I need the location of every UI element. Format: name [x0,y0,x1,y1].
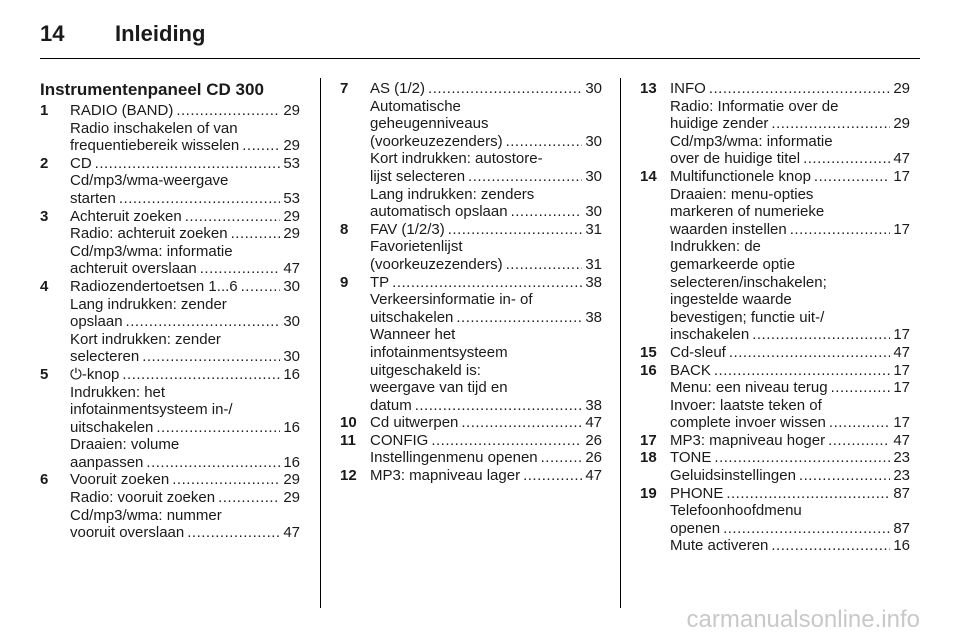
dot-leader [828,432,890,450]
dot-leader [126,313,281,331]
page-reference: 29 [283,471,300,489]
page-reference: 17 [893,326,910,344]
control-number: 13 [640,80,657,97]
entry-line [70,401,300,419]
dot-leader [771,537,890,555]
control-entry [40,471,300,541]
entry-line [70,366,300,384]
entry-line [70,471,300,489]
entry-text: TP [370,273,390,291]
entry-line [370,432,602,450]
entry-text: Lang indrukken: zender [70,295,227,313]
control-entry [340,80,602,221]
entry-line [670,168,910,186]
header-divider [40,58,920,59]
dot-leader [231,225,281,243]
page-reference: 23 [893,449,910,467]
page-reference: 16 [283,365,300,383]
entry-line [370,397,602,415]
chapter-title: Inleiding [115,21,206,46]
entry-line [370,309,602,327]
page-reference: 47 [893,431,910,449]
entry-text: Instellingenmenu openen [370,449,538,467]
entry-text: infotainmentsysteem [370,343,508,361]
entry-line [70,313,300,331]
page-reference: 30 [283,348,300,366]
entry-text: (voorkeuzezenders) [370,255,503,273]
entry-text: selecteren [70,348,140,366]
entry-text: Cd uitwerpen [370,414,459,432]
entry-line [670,379,910,397]
column-3 [640,80,910,555]
page-reference: 26 [585,449,602,467]
dot-leader [176,102,280,120]
entry-line [670,80,910,98]
control-entry [640,432,910,450]
entry-text: lijst selecteren [370,167,466,185]
dot-leader [461,414,582,432]
entry-line [670,432,910,450]
control-entry [40,102,300,155]
entry-text: (voorkeuzezenders) [370,132,503,150]
dot-leader [714,362,890,380]
control-number: 12 [340,467,357,485]
dot-leader [709,80,890,98]
dot-leader [799,467,890,485]
dot-leader [723,520,890,538]
dot-leader [241,278,281,296]
entry-text: Radiozendertoetsen 1...6 [70,277,238,295]
entry-text: uitgeschakeld is: [370,361,481,379]
dot-leader [714,449,890,467]
entry-text: Verkeersinformatie in- of [370,291,533,309]
entry-text: over de huidige titel [670,150,801,168]
entry-text: automatisch opslaan [370,203,508,221]
control-number: 14 [640,167,657,185]
entry-text: Geluidsinstellingen [670,467,796,485]
dot-leader [506,256,583,274]
column-divider [620,78,621,608]
entry-line [70,454,300,472]
entry-text: Draaien: menu-opties [670,185,814,203]
page-reference: 47 [893,150,910,168]
control-entry [340,274,602,415]
entry-text: Wanneer het [370,326,456,344]
entry-text: Draaien: volume [70,436,180,454]
dot-leader [392,274,582,292]
entry-text: aanpassen [70,453,144,471]
dot-leader [523,467,582,485]
page-reference: 17 [893,379,910,397]
page-reference: 30 [283,313,300,331]
column-divider [320,78,321,608]
control-number: 19 [640,484,657,502]
page-reference: 26 [585,431,602,449]
entry-text: INFO [670,80,706,97]
entry-line [670,502,910,520]
page-reference: 29 [283,137,300,155]
dot-leader [185,208,281,226]
entry-text: huidige zender [670,115,769,133]
entry-line [370,326,602,344]
control-number: 11 [340,431,356,449]
control-number: 8 [340,220,349,238]
control-entry [640,168,910,344]
entry-line [670,467,910,485]
entry-text: Telefoonhoofdmenu [670,502,802,520]
control-number: 18 [640,449,657,467]
page-reference: 30 [585,167,602,185]
control-entry [340,432,602,467]
entry-text: Kort indrukken: zender [70,330,221,348]
entry-text: Radio inschakelen of van [70,119,238,137]
page-reference: 47 [585,467,602,485]
entry-text: Radio: Informatie over de [670,97,839,115]
page-reference: 17 [893,220,910,238]
entry-text: Multifunctionele knop [670,167,811,185]
entry-text: weergave van tijd en [370,379,508,397]
entry-line [370,133,602,151]
entry-text: MP3: mapniveau hoger [670,431,826,449]
page-reference: 23 [893,467,910,485]
page-reference: 30 [585,203,602,221]
entry-text: gemarkeerde optie [670,255,796,273]
page-reference: 38 [585,308,602,326]
entry-line [370,449,602,467]
page-reference: 87 [893,484,910,502]
entry-text: openen [670,519,721,537]
entry-line [70,155,300,173]
entry-line [370,274,602,292]
dot-leader [431,432,582,450]
entry-line [70,260,300,278]
dot-leader [218,489,280,507]
entry-text: Favorietenlijst [370,238,463,256]
control-number: 9 [340,273,349,291]
entry-text: Invoer: laatste teken of [670,396,822,414]
page-reference: 16 [283,418,300,436]
entry-line [70,172,300,190]
entry-line [670,256,910,274]
entry-line [670,291,910,309]
dot-leader [829,414,890,432]
entry-line [370,291,602,309]
entry-line [70,296,300,314]
entry-text: MP3: mapniveau lager [370,467,521,485]
dot-leader [831,379,891,397]
page-reference: 47 [283,260,300,278]
page-reference: 53 [283,189,300,207]
entry-line [70,137,300,155]
entry-text: geheugenniveaus [370,115,489,133]
entry-line [70,436,300,454]
entry-line [70,102,300,120]
control-entry [340,414,602,432]
page-reference: 53 [283,154,300,172]
entry-line [370,362,602,380]
dot-leader [814,168,890,186]
dot-leader [415,397,583,415]
entry-text: Cd-sleuf [670,343,726,361]
entry-text: Automatische [370,97,461,115]
dot-leader [156,419,280,437]
entry-text: AS (1/2) [370,80,426,97]
page-reference: 29 [893,115,910,133]
dot-leader [511,203,583,221]
dot-leader [122,366,280,384]
entry-text: opslaan [70,313,123,331]
entry-text: Radio: vooruit zoeken [70,489,216,507]
control-number: 5 [40,365,49,383]
page-reference: 16 [283,453,300,471]
page-number: 14 [40,21,65,46]
page-reference: 29 [893,80,910,97]
entry-text: Cd/mp3/wma-weergave [70,172,229,190]
entry-line [670,414,910,432]
entry-text: complete invoer wissen [670,414,826,432]
entry-line [370,467,602,485]
entry-text: ⏻-knop [70,365,120,383]
entry-text: ingestelde waarde [670,291,792,309]
entry-line [670,221,910,239]
page-reference: 29 [283,225,300,243]
entry-line [670,520,910,538]
entry-text: Mute activeren [670,537,769,555]
entry-line [370,379,602,397]
dot-leader [790,221,891,239]
entry-line [370,115,602,133]
entry-text: Kort indrukken: autostore- [370,150,543,168]
dot-leader [242,137,280,155]
entry-line [670,362,910,380]
entry-line [70,348,300,366]
entry-line [670,344,910,362]
entry-text: Vooruit zoeken [70,471,170,489]
entry-line [70,524,300,542]
control-entry [340,221,602,274]
page-reference: 47 [283,524,300,542]
dot-leader [448,221,583,239]
entry-line [370,168,602,186]
entry-line [70,208,300,226]
entry-line [370,98,602,116]
entry-text: uitschakelen [370,308,454,326]
entry-line [670,326,910,344]
control-number: 4 [40,277,49,295]
control-entry [40,208,300,278]
entry-line [70,331,300,349]
entry-line [370,344,602,362]
control-entry [640,362,910,432]
section-title: Instrumentenpaneel CD 300 [40,80,264,99]
control-entry [40,278,300,366]
entry-line [670,449,910,467]
control-number: 6 [40,471,49,489]
page-reference: 29 [283,489,300,507]
dot-leader [729,344,890,362]
entry-line [670,537,910,555]
entry-line [370,221,602,239]
page-reference: 17 [893,361,910,379]
entry-line [70,489,300,507]
entry-text: frequentiebereik wisselen [70,137,240,155]
entry-line [70,243,300,261]
entry-line [70,507,300,525]
page-reference: 87 [893,519,910,537]
entry-text: Cd/mp3/wma: informatie [670,132,833,150]
entry-line [670,485,910,503]
control-entry [640,80,910,168]
dot-leader [142,348,280,366]
entry-line [670,203,910,221]
entry-text: selecteren/inschakelen; [670,273,827,291]
page-reference: 30 [585,132,602,150]
dot-leader [95,155,281,173]
entry-line [70,225,300,243]
page-reference: 31 [585,220,602,238]
entry-line [370,256,602,274]
entry-text: Cd/mp3/wma: informatie [70,242,233,260]
entry-line [370,80,602,98]
dot-leader [428,80,582,98]
page-reference: 30 [585,80,602,97]
entry-text: inschakelen [670,326,750,344]
page-reference: 29 [283,207,300,225]
page-reference: 38 [585,273,602,291]
entry-text: Lang indrukken: zenders [370,185,535,203]
entry-text: achteruit overslaan [70,260,197,278]
entry-line [670,238,910,256]
control-entry [640,344,910,362]
entry-line [670,186,910,204]
control-entry [40,366,300,472]
entry-text: FAV (1/2/3) [370,220,445,238]
entry-text: Achteruit zoeken [70,207,182,225]
entry-text: markeren of numerieke [670,203,825,221]
dot-leader [172,471,280,489]
entry-line [370,238,602,256]
page-reference: 16 [893,537,910,555]
entry-line [70,190,300,208]
entry-line [670,150,910,168]
dot-leader [771,115,890,133]
entry-text: starten [70,189,116,207]
entry-line [70,384,300,402]
entry-text: Radio: achteruit zoeken [70,225,228,243]
control-number: 17 [640,431,657,449]
dot-leader [187,524,280,542]
entry-text: Indrukken: de [670,238,761,256]
page-reference: 29 [283,102,300,119]
entry-line [670,309,910,327]
entry-line [70,278,300,296]
watermark: carmanualsonline.info [686,606,920,633]
entry-line [370,186,602,204]
control-entry [640,449,910,484]
control-number: 16 [640,361,657,379]
page-header [40,18,205,50]
dot-leader [146,454,280,472]
entry-text: bevestigen; functie uit-/ [670,308,825,326]
dot-leader [456,309,582,327]
control-number: 7 [340,80,349,97]
page-reference: 17 [893,414,910,432]
page-reference: 47 [585,414,602,432]
dot-leader [119,190,280,208]
entry-text: Cd/mp3/wma: nummer [70,506,222,524]
page-reference: 30 [283,277,300,295]
entry-text: BACK [670,361,711,379]
entry-text: Indrukken: het [70,383,166,401]
entry-line [70,419,300,437]
entry-text: Menu: een niveau terug [670,379,828,397]
entry-text: RADIO (BAND) [70,102,174,119]
page-reference: 31 [585,255,602,273]
page-reference: 47 [893,343,910,361]
control-entry [640,485,910,555]
control-number: 1 [40,102,49,119]
entry-line [670,115,910,133]
entry-line [70,120,300,138]
page-reference: 17 [893,167,910,185]
entry-text: CONFIG [370,431,429,449]
entry-text: datum [370,396,412,414]
control-entry [340,467,602,485]
control-number: 3 [40,207,49,225]
entry-line [370,414,602,432]
dot-leader [726,485,890,503]
entry-line [670,397,910,415]
entry-line [670,133,910,151]
entry-text: CD [70,154,92,172]
entry-text: PHONE [670,484,724,502]
entry-text: waarden instellen [670,220,787,238]
entry-text: vooruit overslaan [70,524,185,542]
control-number: 10 [340,414,357,432]
entry-line [370,150,602,168]
entry-text: infotainmentsysteem in-/ [70,401,233,419]
entry-text: uitschakelen [70,418,154,436]
control-number: 2 [40,154,49,172]
dot-leader [541,449,583,467]
column-2 [340,80,602,485]
control-entry [40,155,300,208]
dot-leader [752,326,890,344]
page-reference: 38 [585,396,602,414]
dot-leader [468,168,582,186]
control-number: 15 [640,343,657,361]
entry-line [370,203,602,221]
dot-leader [803,150,890,168]
dot-leader [506,133,583,151]
entry-text: TONE [670,449,712,467]
entry-line [670,274,910,292]
dot-leader [200,260,281,278]
column-1 [40,80,300,542]
entry-line [670,98,910,116]
